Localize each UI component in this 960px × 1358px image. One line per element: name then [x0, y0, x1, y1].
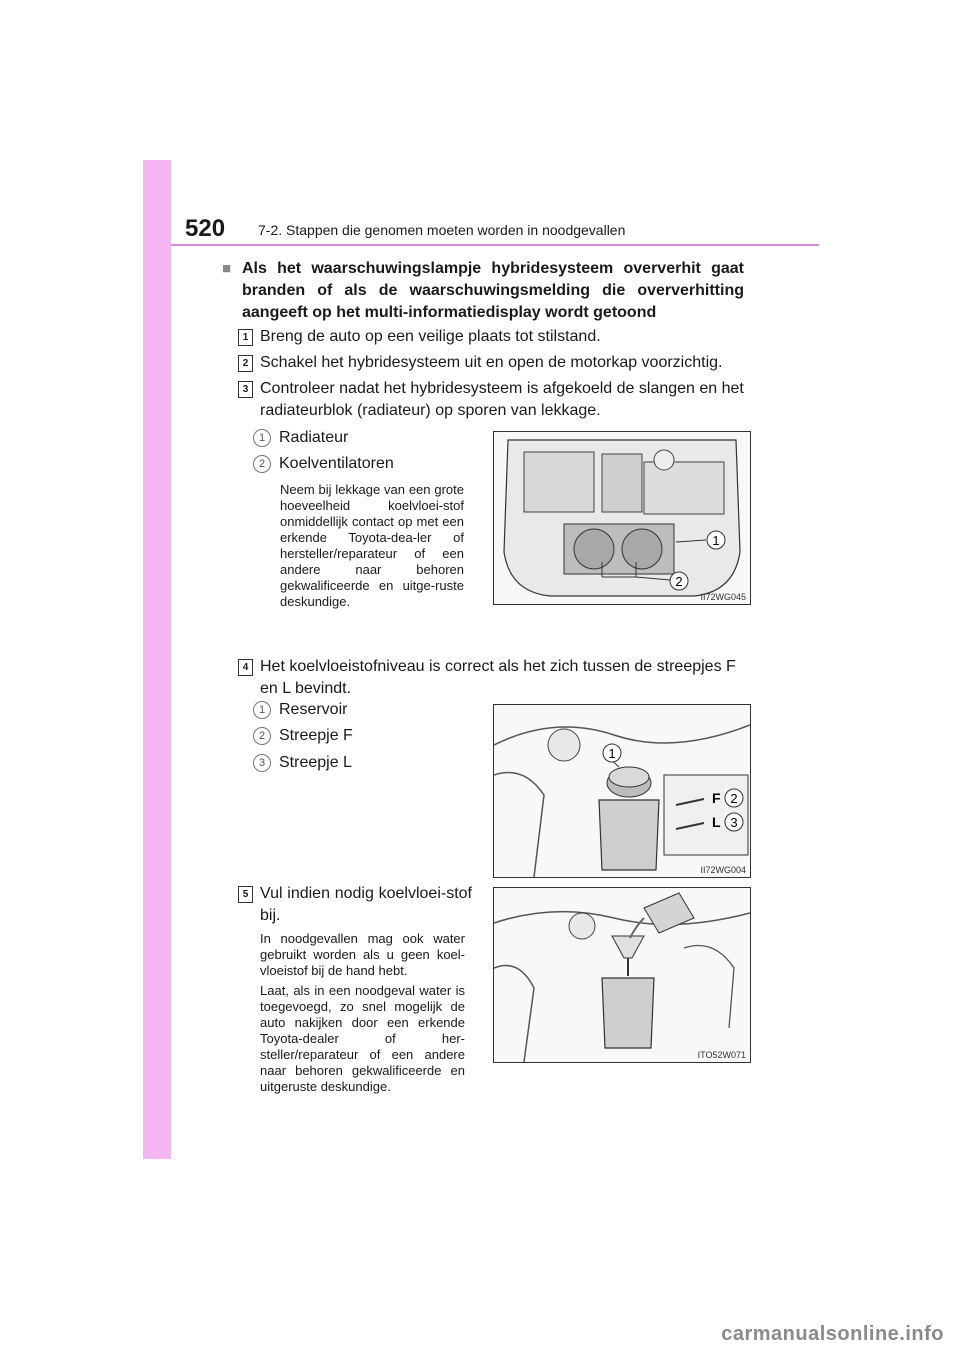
water-note: In noodgevallen mag ook water gebruikt worden als u geen koel-vloeistof bij de hand hebt. — [260, 931, 465, 978]
page-number: 520 — [185, 215, 226, 242]
header-rule — [171, 244, 819, 246]
engine-bay-figure — [493, 431, 751, 605]
figure-code: II72WG045 — [700, 592, 746, 602]
figure-label: 2 — [675, 574, 683, 589]
section-heading — [222, 258, 744, 324]
step-number-box: 5 — [238, 886, 253, 903]
step-number-box: 1 — [238, 329, 253, 346]
step-2 — [238, 352, 744, 374]
step-text: Het koelvloeistofniveau is correct als het zich tussen de streepjes F en L bevindt. — [260, 658, 736, 697]
step-number-box: 2 — [238, 355, 253, 372]
figure-mark-f: F — [712, 790, 721, 806]
dealer-note: Laat, als in een noodgeval water is toegevoegd, zo snel mogelijk de auto nakijken door een erkende Toyota-dealer of her-steller/reparateur of een andere naar behoren gekwalificeerde en uitgeruste deskundige. — [260, 983, 465, 1094]
step-text: Breng de auto op een veilige plaats tot stilstand. — [260, 328, 601, 345]
figure-code: ITO52W071 — [697, 1050, 746, 1060]
callout-reservoir — [253, 699, 347, 721]
refill-figure — [493, 887, 751, 1063]
figure-mark-l: L — [712, 814, 721, 830]
callout-text: Radiateur — [279, 429, 349, 446]
callout-text: Reservoir — [279, 701, 348, 718]
square-bullet-icon: ■ — [222, 260, 232, 277]
step-5 — [238, 883, 472, 927]
step-1 — [238, 326, 744, 348]
figure-label: 1 — [608, 746, 616, 761]
figure-label: 3 — [730, 815, 738, 830]
callout-number: 2 — [253, 455, 271, 473]
step-4 — [238, 656, 744, 700]
callout-text: Streepje L — [279, 754, 352, 771]
callout-number: 1 — [253, 701, 271, 719]
step-text: Schakel het hybridesysteem uit en open de motorkap voorzichtig. — [260, 354, 723, 371]
callout-streepje-f — [253, 725, 353, 747]
watermark: carmanualsonline.info — [721, 1323, 944, 1345]
step-number-box: 4 — [238, 659, 253, 676]
step-text: Controleer nadat het hybridesysteem is afgekoeld de slangen en het radiateurblok (radiateur) op sporen van lekkage. — [260, 380, 744, 419]
leak-note: Neem bij lekkage van een grote hoeveelheid koelvloei-stof onmiddellijk contact op met een erkende Toyota-dea-ler of hersteller/reparateur of een andere naar behoren gekwalificeerde en uitge-ruste deskundige. — [280, 482, 464, 609]
step-3 — [238, 378, 744, 422]
reservoir-figure — [493, 704, 751, 878]
callout-text: Streepje F — [279, 727, 353, 744]
figure-label: 1 — [712, 533, 720, 548]
callout-number: 3 — [253, 754, 271, 772]
figure-code: II72WG004 — [700, 865, 746, 875]
chapter-tab — [143, 160, 171, 1159]
callout-number: 2 — [253, 727, 271, 745]
callout-text: Koelventilatoren — [279, 455, 394, 472]
callout-number: 1 — [253, 429, 271, 447]
section-title: 7-2. Stappen die genomen moeten worden in noodgevallen — [258, 222, 626, 238]
callout-radiateur — [253, 427, 348, 449]
callout-koelventilatoren — [253, 453, 394, 475]
figure-label: 2 — [730, 791, 738, 806]
heading-text: Als het waarschuwingslampje hybridesysteem oververhit gaat branden of als de waarschuwingsmelding die oververhitting aangeeft op het multi-informatiedisplay wordt getoond — [242, 260, 744, 321]
callout-streepje-l — [253, 752, 352, 774]
step-number-box: 3 — [238, 381, 253, 398]
step-text: Vul indien nodig koelvloei-stof bij. — [260, 885, 472, 924]
